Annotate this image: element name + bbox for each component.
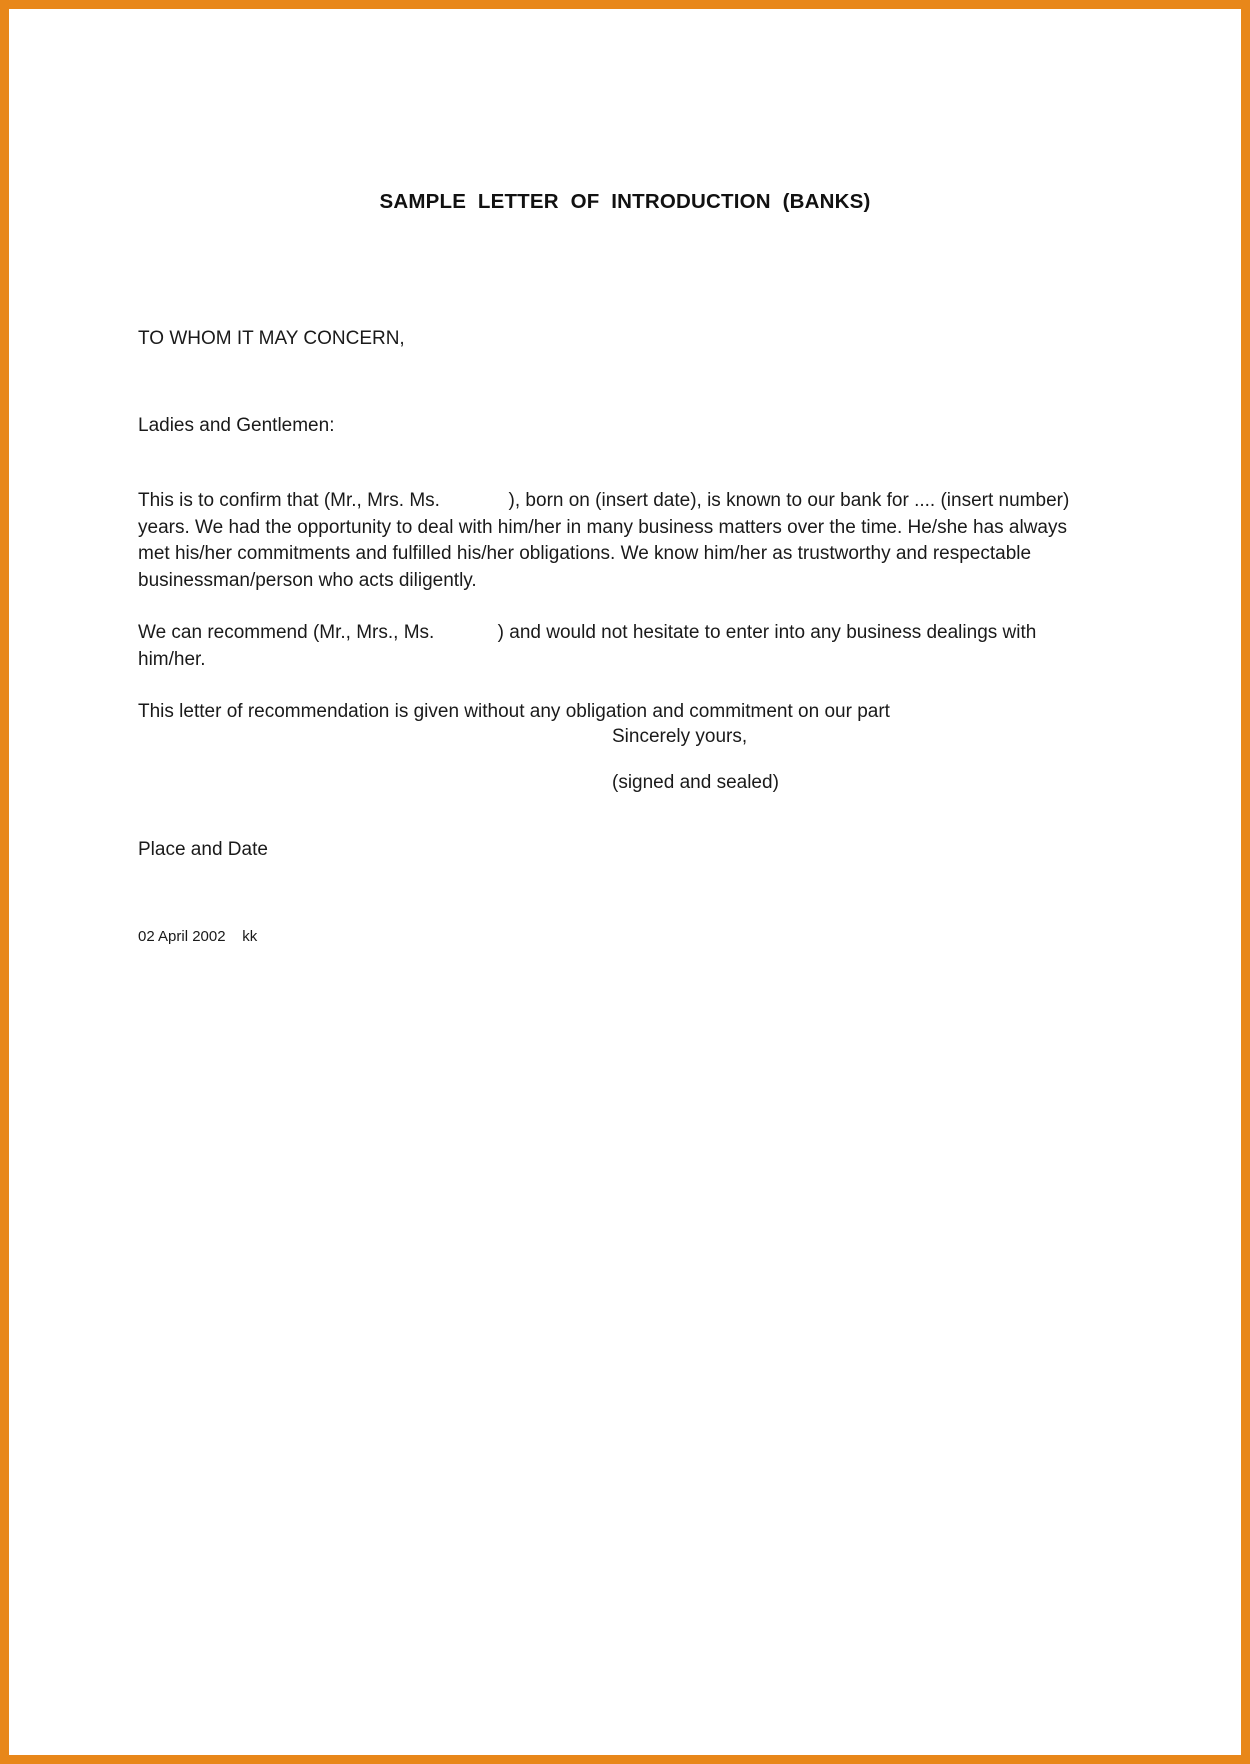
paper-sheet	[12, 12, 1238, 1752]
footer-reference: 02 April 2002 kk	[138, 928, 258, 945]
salutation: Ladies and Gentlemen:	[138, 415, 335, 436]
letter-body	[138, 488, 1100, 726]
body-paragraph-1: This is to confirm that (Mr., Mrs. Ms. ), born on (insert date), is known to our bank for .... (insert number) years. We had the opportunity to deal with him/her in many business matters over the time. He/she has always met his/her commitments and fulfilled his/her obligations. We know him/her as trustworthy and respectable businessman/person who acts diligently.	[138, 490, 1075, 591]
body-paragraph-3: This letter of recommendation is given without any obligation and commitment on our part	[138, 701, 890, 722]
page-title: SAMPLE LETTER OF INTRODUCTION (BANKS)	[379, 190, 871, 213]
place-and-date-label: Place and Date	[138, 839, 268, 860]
signature-note: (signed and sealed)	[612, 772, 779, 793]
addressee-line: TO WHOM IT MAY CONCERN,	[138, 328, 405, 349]
body-paragraph-2: We can recommend (Mr., Mrs., Ms. ) and would not hesitate to enter into any business dealings with him/her.	[138, 622, 1042, 670]
closing-line: Sincerely yours,	[612, 726, 748, 747]
